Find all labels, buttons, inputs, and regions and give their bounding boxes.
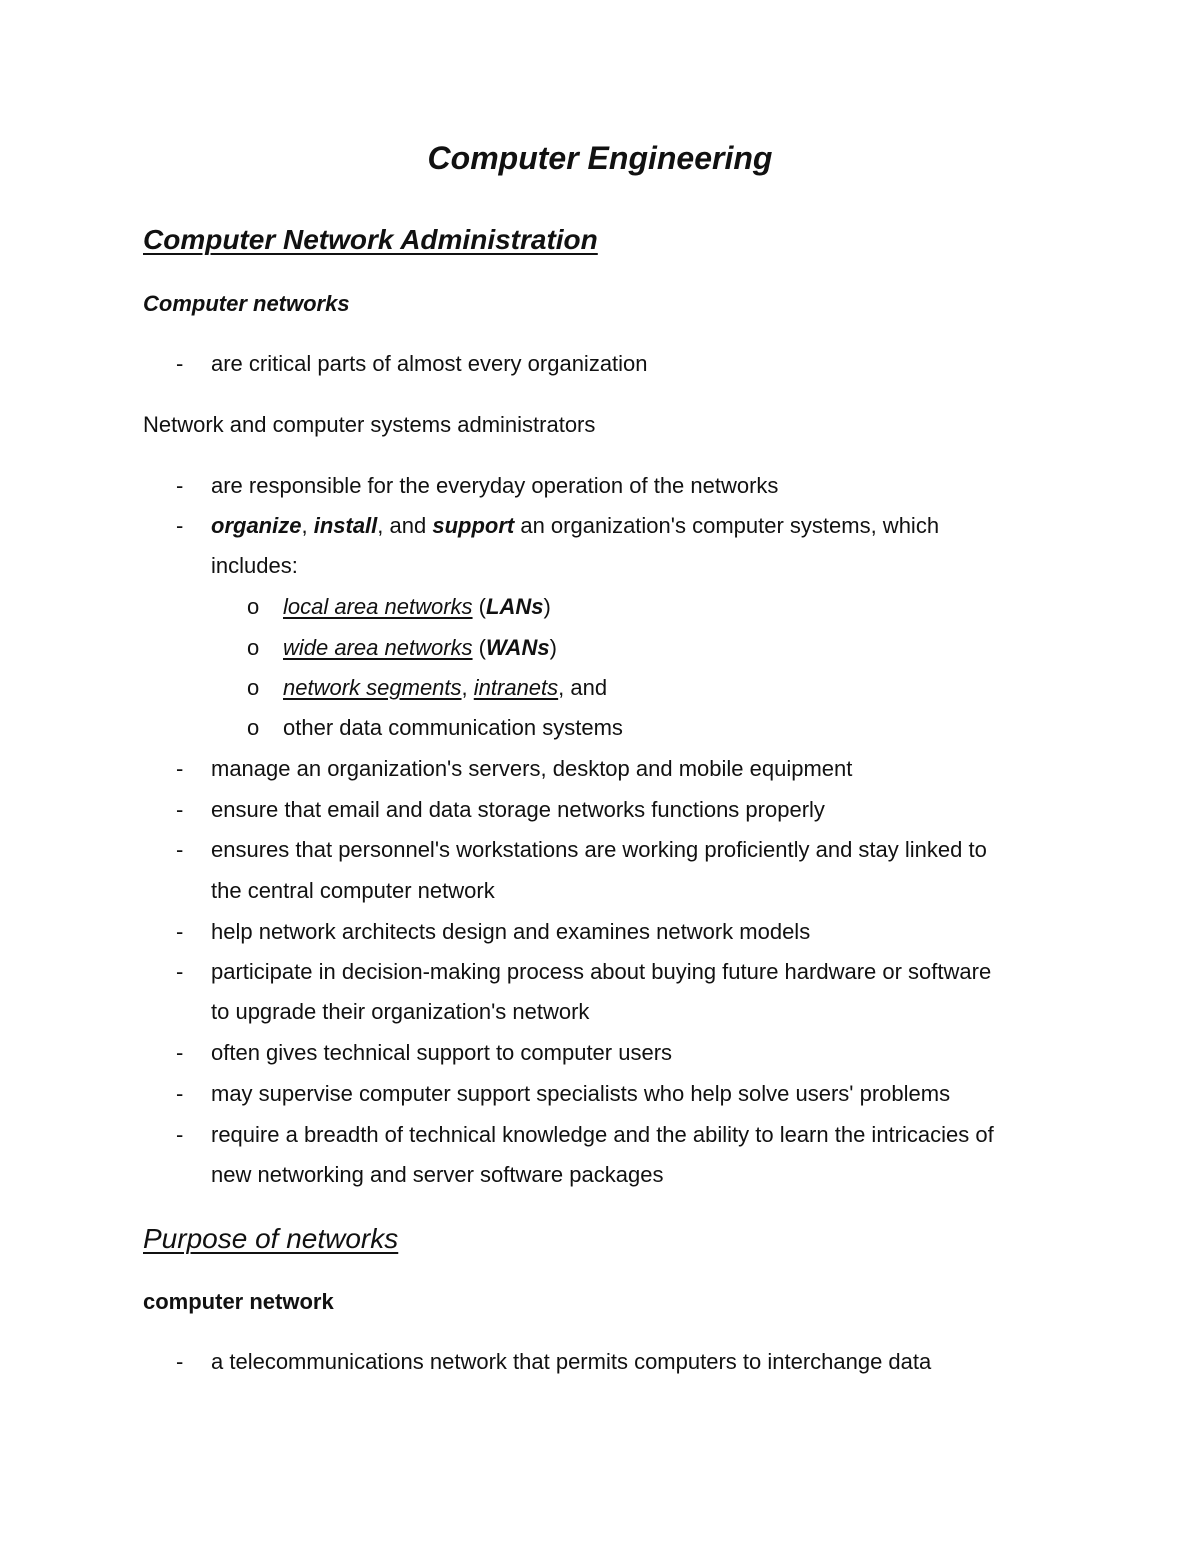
list-item: help network architects design and examines network models [211,919,811,944]
list-item-continuation: new networking and server software packages [211,1162,664,1187]
text-fragment: , [301,513,314,538]
sub-bullet: o [247,635,260,660]
sub-bullet: o [247,594,260,619]
text-fragment: ) [543,594,551,619]
document-title: Computer Engineering [427,140,773,176]
bullet-dash: - [176,351,184,376]
list-item: require a breadth of technical knowledge and the ability to learn the intricacies of [211,1122,994,1147]
bullet-dash: - [176,797,184,822]
term-install: install [313,513,378,538]
text-fragment: , and [377,513,433,538]
bullet-dash: - [176,1040,184,1065]
term-intranets: intranets [473,675,559,700]
list-item-continuation: the central computer network [211,878,495,903]
section-heading-purpose-of-networks: Purpose of networks [143,1223,399,1254]
sub-list-item [283,592,551,622]
list-item-continuation: includes: [211,553,298,578]
text-fragment: ( [472,594,486,619]
list-item-continuation: to upgrade their organization's network [211,999,590,1024]
list-item [211,511,939,541]
term-network-segments: network segments [283,675,462,700]
list-item: ensure that email and data storage networks functions properly [211,797,825,822]
text-fragment: , [461,675,474,700]
subheading-administrators: Network and computer systems administrators [143,412,596,437]
bullet-dash: - [176,513,184,538]
bullet-dash: - [176,1122,184,1147]
abbr-lans: LANs [486,594,544,619]
sub-list-item [283,673,607,703]
list-item: often gives technical support to computer users [211,1040,673,1065]
bullet-dash: - [176,1349,184,1374]
list-item: a telecommunications network that permits computers to interchange data [211,1349,932,1374]
sub-bullet: o [247,715,260,740]
bullet-dash: - [176,1081,184,1106]
abbr-wans: WANs [486,635,550,660]
subheading-computer-networks: Computer networks [143,291,350,316]
bullet-dash: - [176,837,184,862]
text-fragment: , and [558,675,608,700]
term-organize: organize [211,513,302,538]
text-fragment: ( [472,635,486,660]
list-item: are responsible for the everyday operation of the networks [211,473,779,498]
sub-bullet: o [247,675,260,700]
text-fragment: an organization's computer systems, which [514,513,940,538]
section-heading-network-administration: Computer Network Administration [143,224,598,255]
bullet-dash: - [176,756,184,781]
term-lan: local area networks [283,594,473,619]
bullet-dash: - [176,919,184,944]
list-item: may supervise computer support specialists who help solve users' problems [211,1081,951,1106]
bullet-dash: - [176,959,184,984]
list-item: participate in decision-making process about buying future hardware or software [211,959,992,984]
subheading-computer-network: computer network [143,1289,334,1314]
list-item: ensures that personnel's workstations are working proficiently and stay linked to [211,837,987,862]
term-wan: wide area networks [283,635,473,660]
sub-list-item [283,633,557,663]
term-support: support [432,513,515,538]
sub-list-item: other data communication systems [283,715,623,740]
list-item: manage an organization's servers, desktop and mobile equipment [211,756,853,781]
list-item: are critical parts of almost every organization [211,351,648,376]
text-fragment: ) [549,635,557,660]
bullet-dash: - [176,473,184,498]
